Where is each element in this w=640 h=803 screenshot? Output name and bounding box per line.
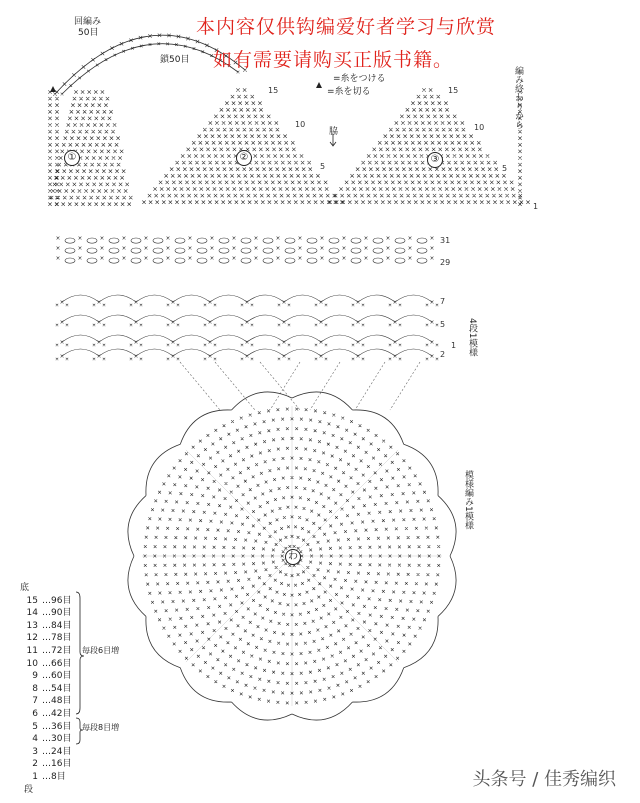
strap-chain-label: 鎖50目 [160, 55, 190, 65]
legend-row-count: …72目 [42, 645, 72, 656]
chain-loop-row [65, 238, 427, 243]
legend-row [20, 595, 71, 608]
legend-row-count: …84目 [42, 620, 72, 631]
legend-row [20, 733, 71, 746]
legend-row-number: 1 [32, 771, 38, 782]
legend-row-count: …36目 [42, 721, 72, 732]
legend-row-number: 6 [32, 708, 38, 719]
legend-row-number: 3 [32, 746, 38, 757]
row-number: 7 [440, 297, 446, 306]
arch-row [62, 335, 432, 342]
arch-row [62, 349, 432, 356]
legend-row-number: 4 [32, 734, 38, 745]
legend-row-number: 10 [26, 658, 38, 669]
legend-row-count: …30目 [42, 734, 72, 745]
legend-row-count: …48目 [42, 696, 72, 707]
legend-row-number: 9 [32, 671, 38, 682]
legend-row-count: …60目 [42, 671, 72, 682]
legend-row-number: 12 [26, 633, 38, 644]
row-number: 29 [440, 258, 451, 267]
arch-row [62, 315, 432, 322]
legend-row [20, 620, 71, 633]
legend-row-count: …8目 [42, 771, 66, 782]
magic-ring-label: わ [285, 549, 301, 565]
strap-round-count: 50目 [78, 28, 99, 38]
mesh-pattern-note: 模様編み1模様 [463, 470, 473, 530]
watermark-line-1: 本内容仅供钩编爱好者学习与欣赏 [196, 16, 497, 38]
legend-row-number: 15 [26, 595, 38, 606]
row-number: 10 [295, 120, 306, 129]
dashed-connector [180, 362, 420, 410]
legend-row [20, 708, 71, 721]
cut-yarn-note: =糸を切る [327, 87, 371, 97]
legend-row-count: …16目 [42, 759, 72, 770]
row-number: 5 [320, 162, 326, 171]
legend-row-count: …90目 [42, 608, 72, 619]
row-number: 5 [502, 164, 508, 173]
legend-row-count: …54目 [42, 683, 72, 694]
legend-footer: 段 [24, 784, 34, 795]
row-number: 5 [440, 320, 446, 329]
legend-row-number: 13 [26, 620, 38, 631]
legend-row [20, 721, 71, 734]
row-number: 15 [448, 86, 459, 95]
row-number: 2 [440, 350, 446, 359]
legend-row-count: …42目 [42, 708, 72, 719]
legend-row [20, 645, 71, 658]
legend-row [20, 771, 71, 784]
join-yarn-note: =糸をつける [333, 74, 386, 84]
legend-row [20, 695, 71, 708]
arch-row [62, 295, 432, 302]
legend-row-number: 8 [32, 683, 38, 694]
legend-row-count: …24目 [42, 746, 72, 757]
pattern-repeat-note: 4段1模様 [467, 318, 477, 357]
footer-credit: 头条号 / 佳秀编织 [472, 769, 616, 790]
legend-row [20, 632, 71, 645]
legend-row-count: …78目 [42, 633, 72, 644]
legend-row-number: 14 [26, 608, 38, 619]
legend-row [20, 746, 71, 759]
legend-row-count: …96目 [42, 595, 72, 606]
side-marker-label: 脇 [329, 127, 339, 137]
legend-row [20, 607, 71, 620]
brace-lower-label: 毎段8目増 [82, 723, 120, 732]
row-number: 10 [474, 123, 485, 132]
legend-row-number: 7 [32, 696, 38, 707]
panel-2-label: ② [236, 150, 252, 166]
legend-row [20, 683, 71, 696]
strap-arc-inner [62, 44, 238, 94]
legend-row [20, 658, 71, 671]
legend-row-count: …66目 [42, 658, 72, 669]
legend-row-number: 11 [26, 645, 38, 656]
legend-row-number: 2 [32, 759, 38, 770]
row-number: 31 [440, 236, 451, 245]
chain-loop-row [65, 248, 427, 253]
legend-title: 底 [20, 583, 30, 593]
brace-upper-label: 毎段6目増 [82, 646, 120, 655]
legend-row [20, 670, 71, 683]
finish-note: 編み終わりから [513, 66, 523, 129]
strap-round-label: 回編み [74, 17, 102, 27]
legend-row-number: 5 [32, 721, 38, 732]
stitch-count-legend [20, 582, 71, 796]
watermark-line-2: 如有需要请购买正版书籍。 [213, 49, 454, 71]
row-number: 1 [533, 202, 539, 211]
chain-loop-row [65, 258, 427, 263]
legend-row [20, 758, 71, 771]
row-number: 15 [268, 86, 279, 95]
row-number: 1 [451, 341, 457, 350]
panel-3-label: ③ [427, 152, 443, 168]
stitch-symbols [48, 34, 529, 705]
panel-1-label: ① [64, 150, 80, 166]
